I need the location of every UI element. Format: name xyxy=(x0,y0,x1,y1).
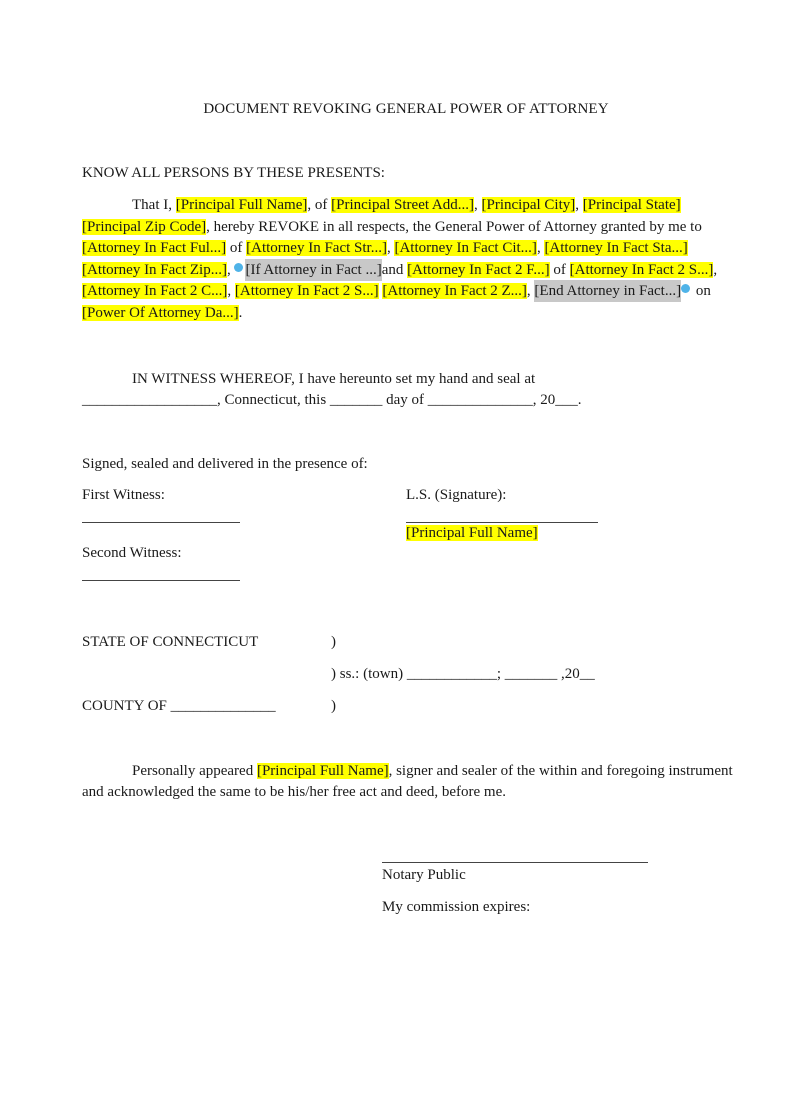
condition-marker-icon[interactable] xyxy=(234,263,243,272)
first-witness-label: First Witness: xyxy=(82,487,165,503)
principal-zip-field[interactable]: [Principal Zip Code] xyxy=(82,218,207,235)
second-witness-label: Second Witness: xyxy=(82,545,182,561)
condition-marker-icon[interactable] xyxy=(681,284,690,293)
ls-signature-label: L.S. (Signature): xyxy=(406,487,507,503)
second-witness-signature-line xyxy=(82,580,240,581)
text-run: Personally appeared xyxy=(132,763,257,779)
text-run: That I, xyxy=(132,197,176,213)
signed-presence-text: Signed, sealed and delivered in the presence of: xyxy=(82,456,368,472)
if-attorney-in-fact-condition[interactable]: [If Attorney in Fact ...] xyxy=(245,259,381,281)
witness-whereof-line: IN WITNESS WHEREOF, I have hereunto set my hand and seal at xyxy=(132,371,536,387)
text-run: , xyxy=(386,240,395,256)
document-title: DOCUMENT REVOKING GENERAL POWER OF ATTORNEY xyxy=(203,101,609,117)
text-run: , xyxy=(474,197,482,213)
text-run: , xyxy=(575,197,583,213)
attorney-in-fact-name-field[interactable]: [Attorney In Fact Ful...] xyxy=(82,240,227,256)
venue-paren: ) xyxy=(331,698,336,714)
acknowledgment-principal-name-field[interactable]: [Principal Full Name] xyxy=(256,763,389,779)
text-run: , hereby REVOKE in all respects, the General Power of Attorney granted by me to xyxy=(206,218,702,235)
text-run: , of xyxy=(307,197,332,213)
attorney-in-fact-zip-field[interactable]: [Attorney In Fact Zip...] xyxy=(82,261,227,278)
attorney-in-fact-2-city-field[interactable]: [Attorney In Fact 2 C...] xyxy=(82,283,228,299)
text-run: , xyxy=(713,261,718,278)
witness-place-date-line: __________________, Connecticut, this _______ day of ______________, 20___. xyxy=(82,392,582,408)
text-run: and xyxy=(381,261,408,278)
power-of-attorney-date-field[interactable]: [Power Of Attorney Da...] xyxy=(82,304,239,321)
venue-paren: ) xyxy=(331,634,336,650)
text-run: , xyxy=(226,261,235,278)
end-attorney-in-fact-condition[interactable]: [End Attorney in Fact...] xyxy=(534,280,681,302)
acknowledgment-paragraph xyxy=(82,761,734,803)
commission-expires-label: My commission expires: xyxy=(382,899,531,915)
principal-signature-line xyxy=(406,522,598,523)
principal-city-field[interactable]: [Principal City] xyxy=(481,197,576,213)
principal-name-field[interactable]: [Principal Full Name] xyxy=(175,197,308,213)
attorney-in-fact-street-field[interactable]: [Attorney In Fact Str...] xyxy=(246,240,387,256)
know-all-heading: KNOW ALL PERSONS BY THESE PRESENTS: xyxy=(82,165,385,181)
text-run: , xyxy=(536,240,545,256)
text-run: , signer and sealer of the within and foregoing instrument and acknowledged the same to be his/her free act and deed, before me. xyxy=(82,763,733,800)
county-of-label: COUNTY OF ______________ xyxy=(82,698,276,714)
signature-principal-name-field[interactable]: [Principal Full Name] xyxy=(406,525,538,541)
state-of-label: STATE OF CONNECTICUT xyxy=(82,634,259,650)
text-run: , xyxy=(227,283,235,299)
text-run: on xyxy=(692,283,711,299)
notary-public-label: Notary Public xyxy=(382,867,466,883)
text-run: . xyxy=(238,304,243,321)
attorney-in-fact-2-state-field[interactable]: [Attorney In Fact 2 S...] xyxy=(234,283,379,299)
attorney-in-fact-2-name-field[interactable]: [Attorney In Fact 2 F...] xyxy=(407,261,550,278)
text-run: of xyxy=(226,240,247,256)
first-witness-signature-line xyxy=(82,522,240,523)
attorney-in-fact-2-street-field[interactable]: [Attorney In Fact 2 S...] xyxy=(569,261,714,278)
text-run: , xyxy=(526,283,535,299)
revocation-paragraph xyxy=(82,195,734,324)
notary-signature-line xyxy=(382,862,648,863)
principal-state-field[interactable]: [Principal State] xyxy=(582,197,681,213)
attorney-in-fact-state-field[interactable]: [Attorney In Fact Sta...] xyxy=(544,240,688,256)
attorney-in-fact-city-field[interactable]: [Attorney In Fact Cit...] xyxy=(394,240,537,256)
principal-street-field[interactable]: [Principal Street Add...] xyxy=(331,197,475,213)
ss-town-line: ) ss.: (town) ____________; _______ ,20__ xyxy=(331,666,595,682)
attorney-in-fact-2-zip-field[interactable]: [Attorney In Fact 2 Z...] xyxy=(382,283,527,299)
text-run: of xyxy=(549,261,570,278)
